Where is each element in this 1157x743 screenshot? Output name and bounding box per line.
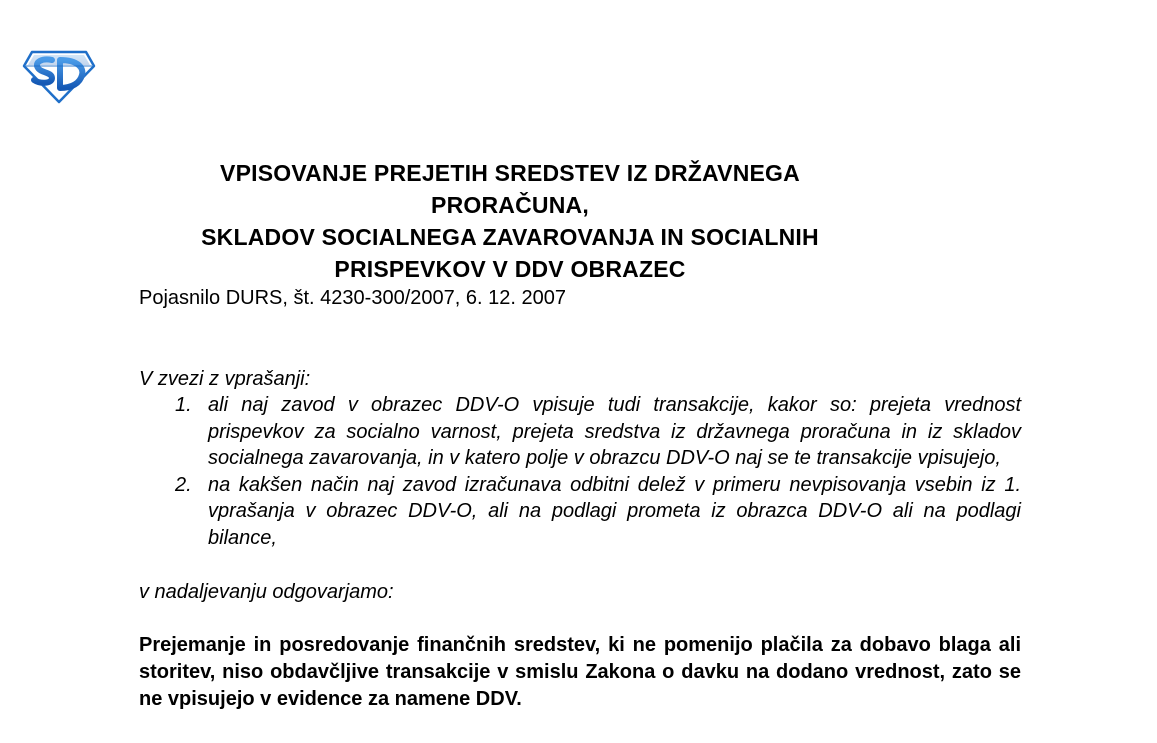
- source-reference: Pojasnilo DURS, št. 4230-300/2007, 6. 12. 2007: [139, 287, 566, 309]
- list-item-text: na kakšen način naj zavod izračunava odbitni delež v primeru nevpisovanja vsebin iz 1. vprašanja v obrazec DDV-O, ali na podlagi prometa iz obrazca DDV-O ali na podlagi bilance,: [208, 473, 1021, 549]
- sd-logo-icon: [22, 46, 96, 104]
- questions-list: [139, 392, 1021, 551]
- document-title: [140, 157, 880, 285]
- list-item-number: 2.: [175, 473, 192, 496]
- questions-intro: V zvezi z vprašanji:: [139, 368, 311, 390]
- title-line-1: VPISOVANJE PREJETIH SREDSTEV IZ DRŽAVNEGA PRORAČUNA,: [220, 160, 800, 218]
- title-line-2: SKLADOV SOCIALNEGA ZAVAROVANJA IN SOCIALNIH: [201, 224, 819, 250]
- list-item-text: ali naj zavod v obrazec DDV-O vpisuje tudi transakcije, kakor so: prejeta vrednost prispevkov za socialno varnost, prejeta sredstva iz državnega proračuna in iz skladov socialnega zavarovanja, in v katero polje v obrazcu DDV-O naj se te transakcije vpisujejo,: [208, 394, 1021, 469]
- list-item-number: 1.: [175, 394, 192, 416]
- title-line-3: PRISPEVKOV V DDV OBRAZEC: [334, 256, 686, 282]
- questions-outro: v nadaljevanju odgovarjamo:: [139, 581, 394, 603]
- list-item: [139, 392, 1021, 472]
- list-item: [139, 472, 1021, 552]
- answer-paragraph: Prejemanje in posredovanje finančnih sredstev, ki ne pomenijo plačila za dobavo blaga ali storitev, niso obdavčljive transakcije v smislu Zakona o davku na dodano vrednost, zato se ne vpisujejo v evidence za namene DDV.: [139, 634, 1021, 710]
